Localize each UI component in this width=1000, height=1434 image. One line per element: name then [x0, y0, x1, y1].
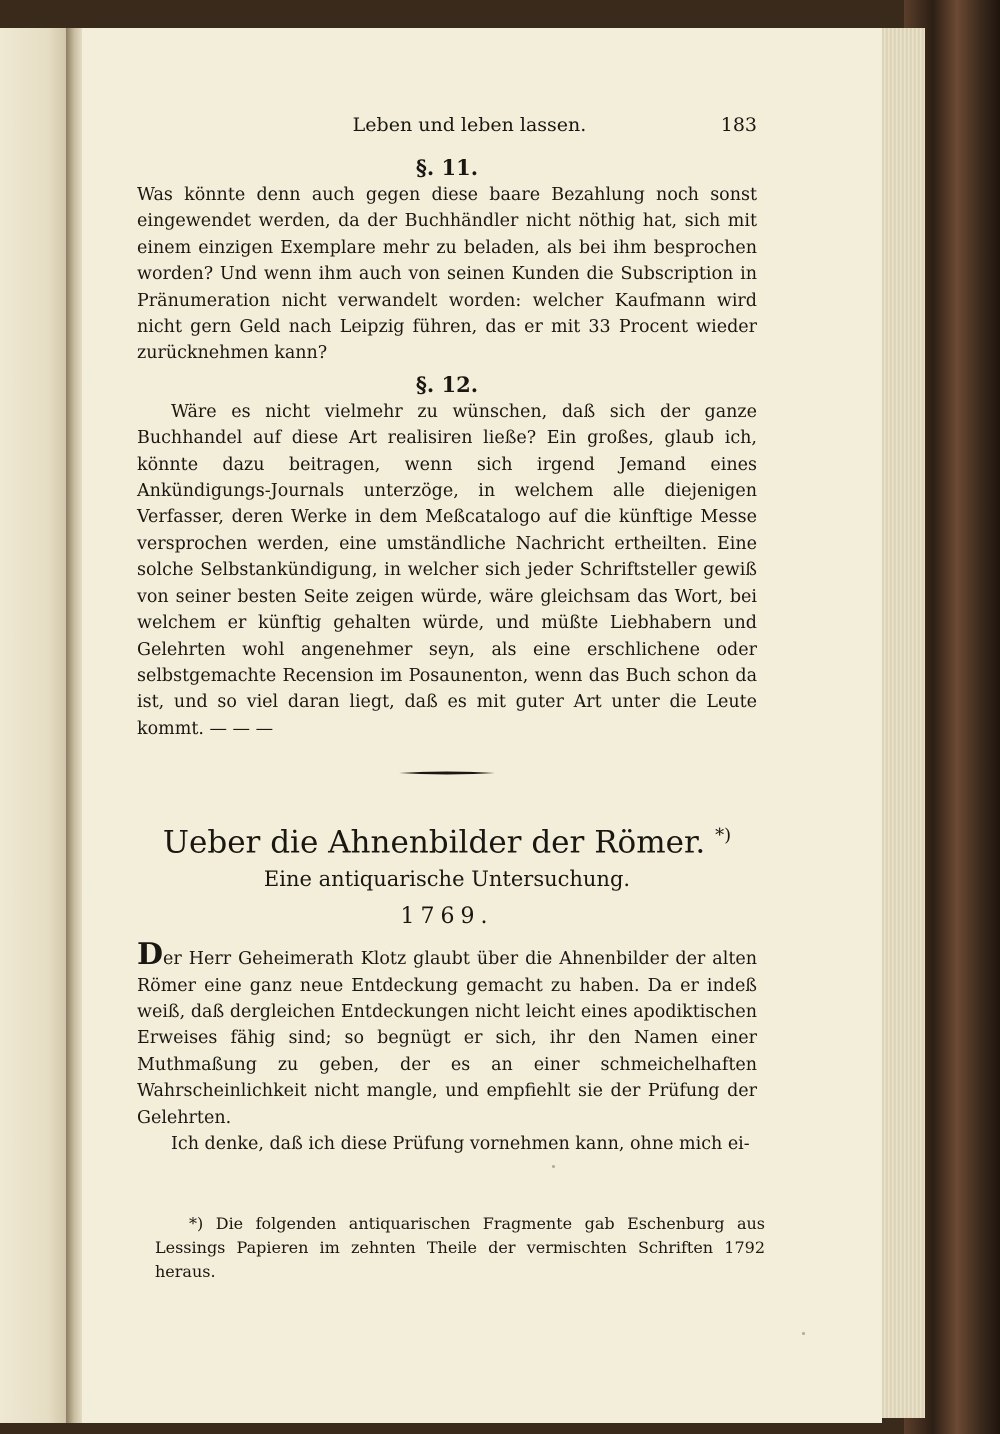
article-first-paragraph: [137, 937, 757, 1131]
footnote-text: Die folgenden antiquarischen Fragmente gab Eschenburg aus Lessings Papieren im zehnten Theile der vermischten Schriften 1792 heraus.: [155, 1214, 765, 1281]
title-footnote-mark: *): [715, 825, 732, 847]
article-first-paragraph-text: er Herr Geheimerath Klotz glaubt über die Ahnenbilder der alten Römer eine ganz neue Entdeckung gemacht zu haben. Da er indeß weiß, daß dergleichen Entdeckungen nicht leicht eines apodiktischen Erweises fähig sind; so begnügt er sich, ihr den Namen einer Muthmaßung zu geben, der es an einer schmeichelhaften Wahrscheinlichkeit nicht mangle, und empfiehlt sie der Prüfung der Gelehrten.: [137, 949, 757, 1128]
section-11-heading: §. 11.: [415, 155, 479, 180]
footnote-mark: *): [189, 1214, 204, 1233]
ornamental-divider: [399, 770, 495, 776]
footnote: [155, 1212, 765, 1284]
page-edges: [880, 28, 925, 1418]
left-page-margin: [0, 28, 68, 1423]
article-title: [137, 816, 757, 861]
running-title: Leben und leben lassen.: [352, 114, 587, 136]
section-11-paragraph: Was könnte denn auch gegen diese baare Bezahlung noch sonst eingewendet werden, da der Buchhändler nicht nöthig hat, sich mit einem einzigen Exemplare mehr zu beladen, als bei ihm besprochen worden? Und wenn ihm auch von seinen Kunden die Subscription in Pränumeration nicht verwandelt worden: welcher Kaufmann wird nicht gern Geld nach Leipzig führen, das er mit 33 Procent wieder zurücknehmen kann?: [137, 185, 757, 364]
body-text: [137, 154, 757, 1157]
page-number: 183: [720, 114, 757, 136]
section-12-heading: §. 12.: [415, 371, 479, 397]
article-title-text: Ueber die Ahnenbilder der Römer.: [162, 824, 706, 861]
book-page: [82, 28, 882, 1423]
article-year: 1769.: [400, 904, 494, 930]
footnote-paragraph: [155, 1212, 765, 1284]
section-12-paragraph: Wäre es nicht vielmehr zu wünschen, daß sich der ganze Buchhandel auf diese Art realisiren ließe? Ein großes, glaub ich, könnte dazu beitragen, wenn sich irgend Jemand eines Ankündigungs-Journals unterzöge, in welchem alle diejenigen Verfasser, deren Werke in dem Meßcatalogo auf die künftige Messe versprochen werden, eine umständliche Nachricht ertheilten. Eine solche Selbstankündigung, in welcher sich jeder Schriftsteller gewiß von seiner besten Seite zeigen würde, wäre gleichsam das Wort, bei welchem er künftig gehalten würde, und müßte Liebhabern und Gelehrten wohl angenehmer seyn, als eine erschlichene oder selbstgemachte Recension im Posaunenton, wenn das Buch schon da ist, und so viel daran liegt, daß es mit guter Art unter die Leute kommt. — — —: [137, 401, 757, 739]
paper-speck: [552, 1165, 555, 1168]
paper-speck: [802, 1332, 805, 1335]
article-second-paragraph: Ich denke, daß ich diese Prüfung vornehmen kann, ohne mich ei-: [171, 1133, 750, 1154]
article-subtitle: Eine antiquarische Untersuchung.: [263, 867, 631, 892]
drop-cap-letter: D: [137, 937, 164, 973]
